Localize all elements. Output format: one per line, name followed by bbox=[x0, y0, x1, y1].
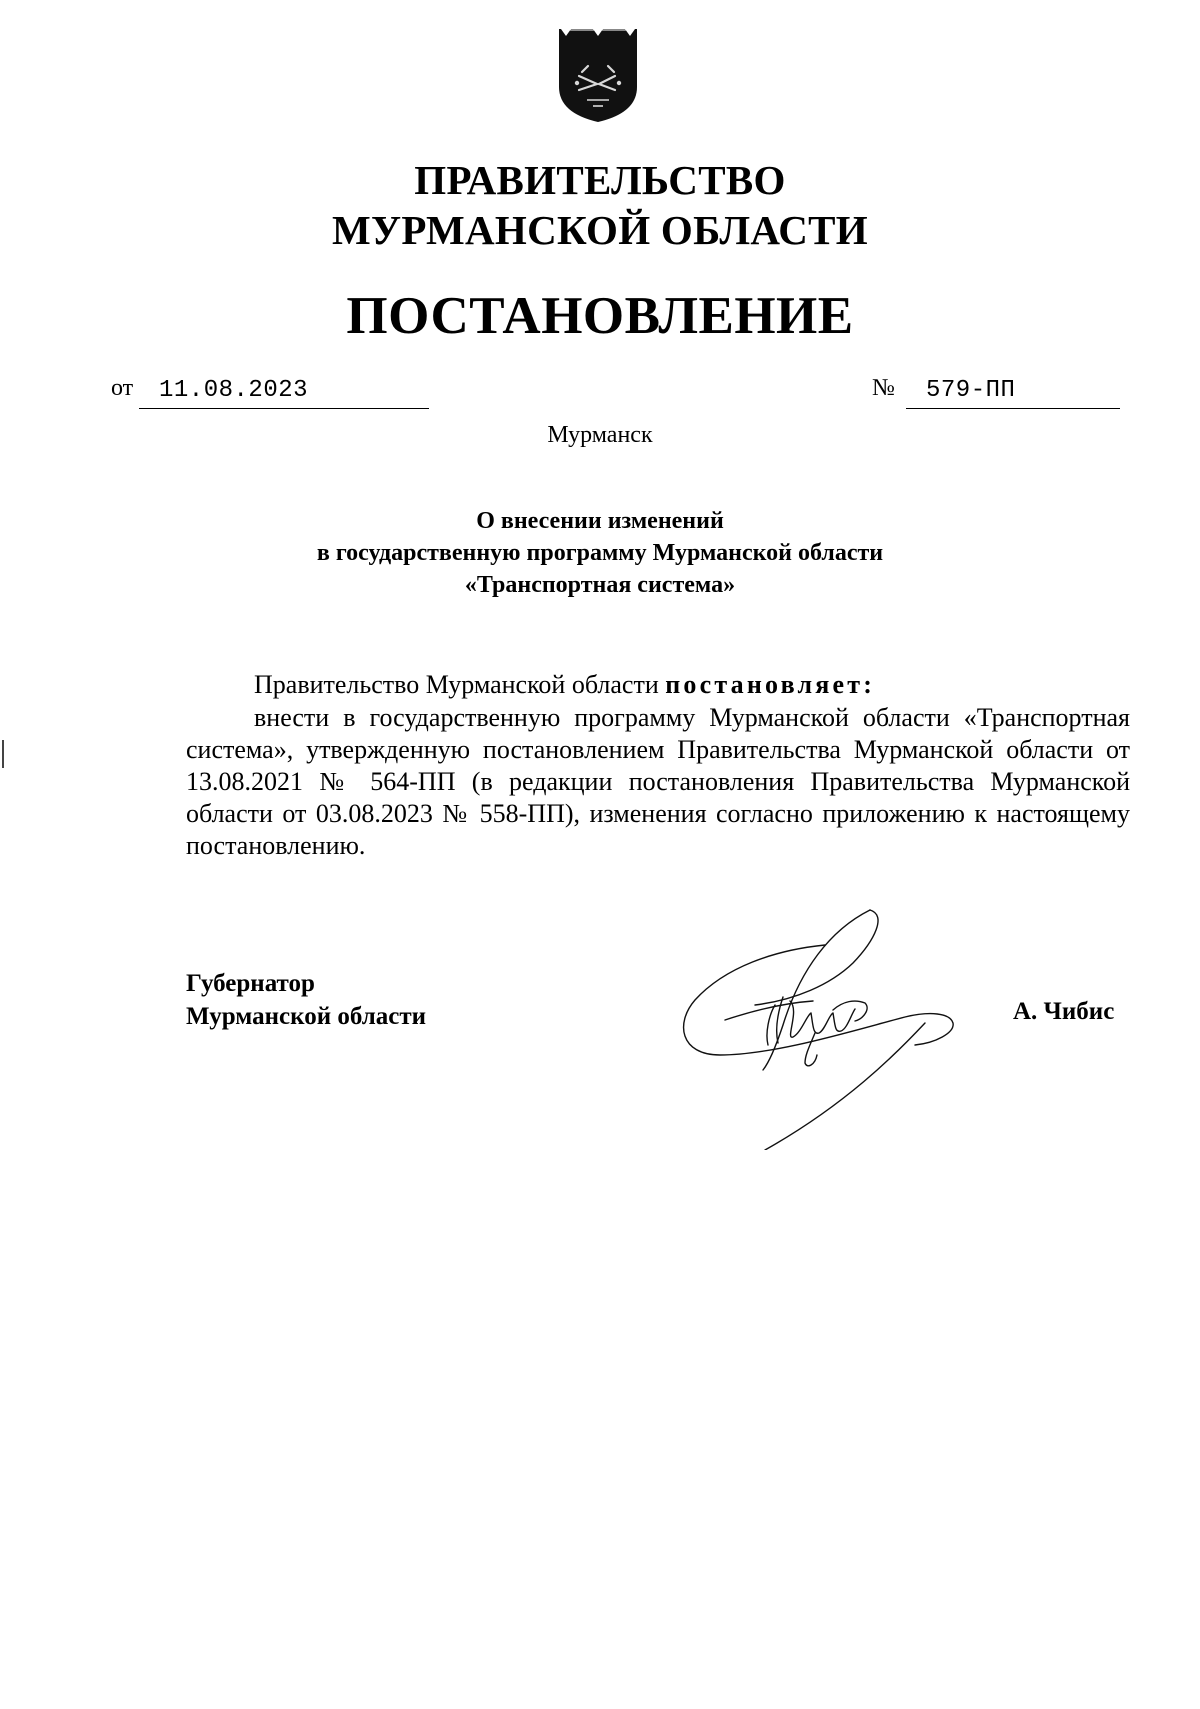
date-underline bbox=[139, 408, 429, 409]
signatory-title-line1: Губернатор bbox=[186, 970, 315, 997]
government-name bbox=[0, 155, 1200, 255]
document-type: ПОСТАНОВЛЕНИЕ bbox=[346, 287, 854, 345]
document-subject bbox=[0, 505, 1200, 601]
handwritten-signature bbox=[665, 905, 985, 1150]
preamble bbox=[254, 670, 875, 700]
date-value: 11.08.2023 bbox=[159, 377, 309, 404]
date-prefix: от bbox=[111, 375, 134, 401]
signatory-name: А. Чибис bbox=[1013, 998, 1115, 1025]
subject-line3: «Транспортная система» bbox=[464, 572, 736, 598]
government-name-line1: ПРАВИТЕЛЬСТВО bbox=[414, 157, 786, 203]
signatory-title bbox=[186, 967, 426, 1033]
resolution-body bbox=[186, 702, 1130, 862]
number-value: 579-ПП bbox=[926, 377, 1016, 404]
coat-of-arms-icon bbox=[557, 27, 639, 123]
number-underline bbox=[906, 408, 1120, 409]
scan-artifact bbox=[2, 740, 4, 768]
preamble-text: Правительство Мурманской области bbox=[254, 670, 666, 699]
subject-line2: в государственную программу Мурманской области bbox=[316, 540, 884, 566]
subject-line1: О внесении изменений bbox=[476, 508, 724, 534]
number-prefix: № bbox=[872, 375, 895, 401]
government-name-line2: МУРМАНСКОЙ ОБЛАСТИ bbox=[332, 207, 868, 253]
resolution-paragraph: внести в государственную программу Мурманской области «Транспортная система», утвержденную постановлением Правительства Мурманской области от 13.08.2021 № 564-ПП (в редакции постановления Правительства Мурманской области от 03.08.2023 № 558-ПП), изменения согласно приложению к настоящему постановлению. bbox=[186, 703, 1130, 860]
city: Мурманск bbox=[547, 422, 653, 448]
preamble-keyword: постановляет: bbox=[665, 670, 876, 699]
signatory-title-line2: Мурманской области bbox=[186, 1003, 427, 1030]
